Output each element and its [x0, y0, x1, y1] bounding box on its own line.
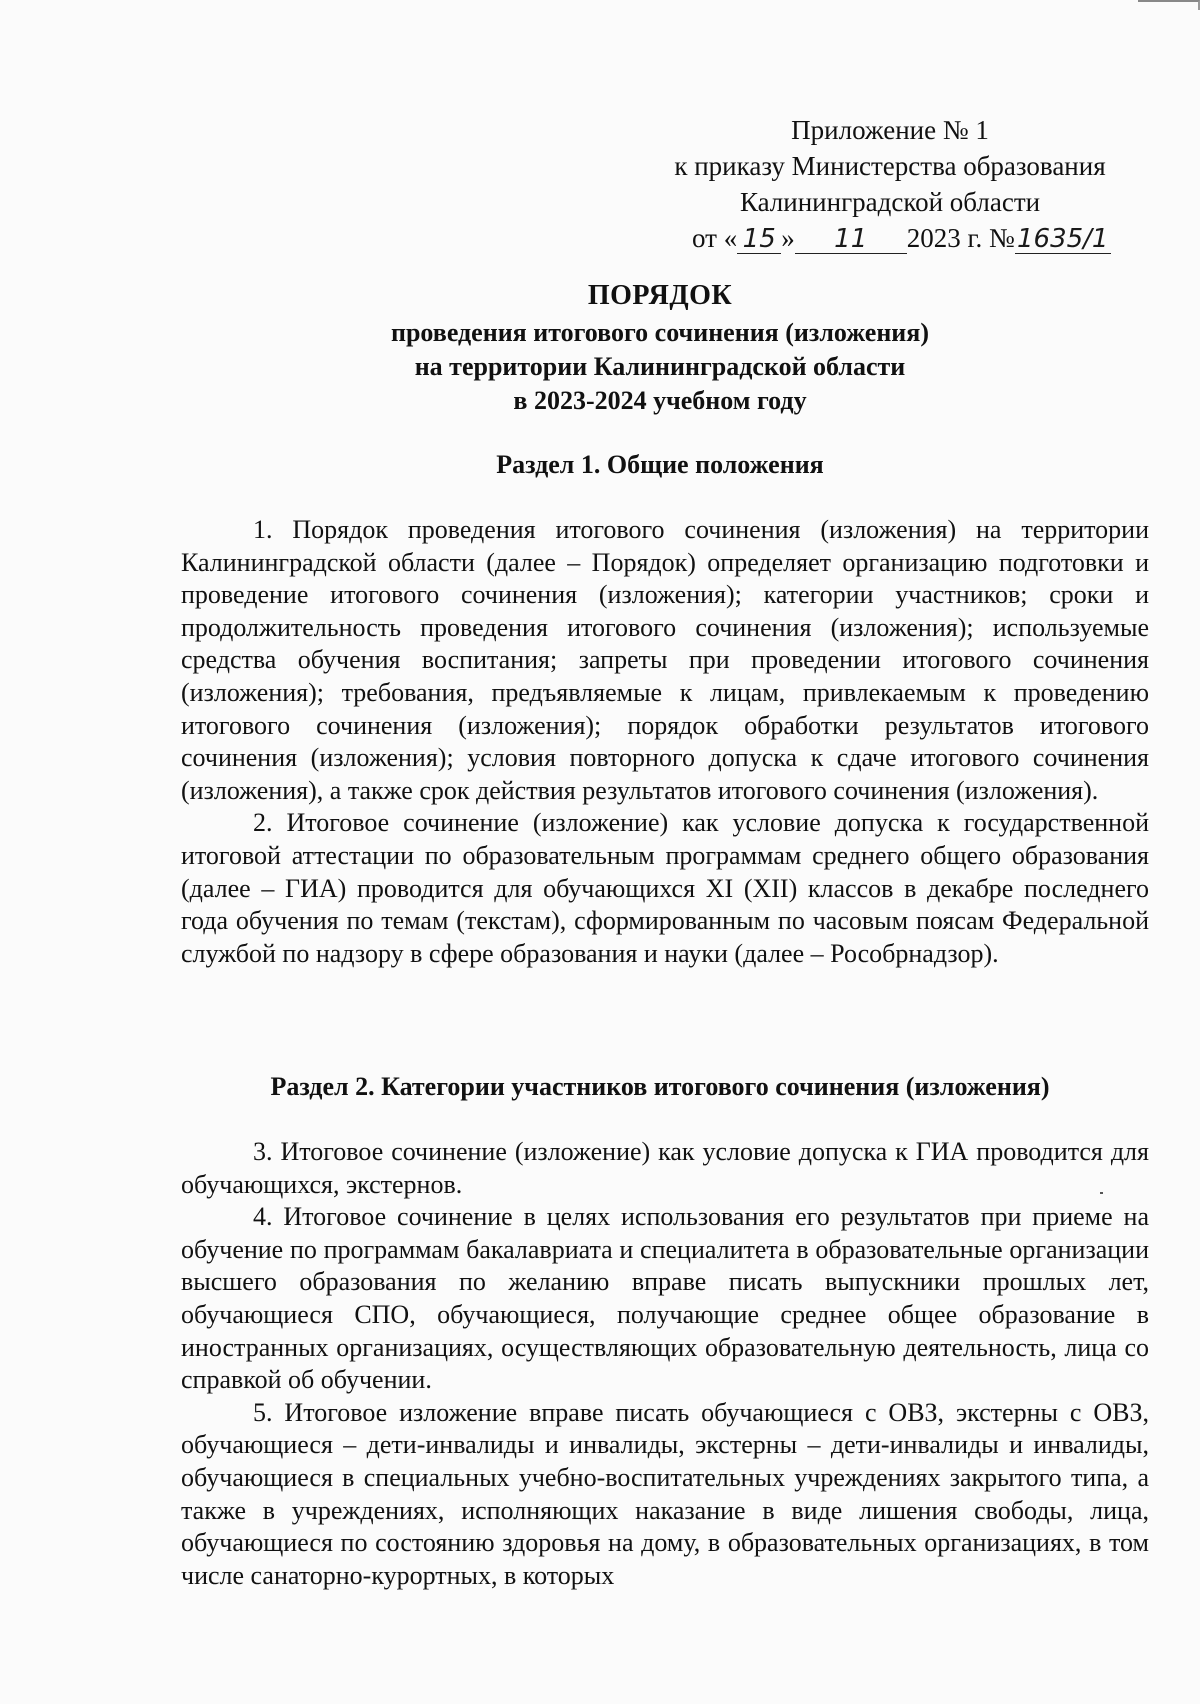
- section-2-heading: Раздел 2. Категории участников итогового сочинения (изложения): [270, 1072, 1050, 1101]
- paragraph-1: 1. Порядок проведения итогового сочинения (изложения) на территории Калининградской области (далее – Порядок) определяет организацию подготовки и проведение итогового сочинения (изложения); категории участников; сроки и продолжительность проведения итогового сочинения (изложения); используемые средства обучения воспитания; запреты при проведении итогового сочинения (изложения); требования, предъявляемые к лицам, привлекаемым к проведению итогового сочинения (изложения); порядок обработки результатов итогового сочинения (изложения); условия повторного допуска к сдаче итогового сочинения (изложения), а также срок действия результатов итогового сочинения (изложения).: [181, 515, 1149, 805]
- appendix-header: [650, 112, 1130, 256]
- section-1-heading: Раздел 1. Общие положения: [496, 450, 824, 479]
- scan-speck: [1100, 1192, 1103, 1194]
- title-sub-2: на территории Калининградской области: [414, 352, 906, 381]
- appendix-number: Приложение № 1: [791, 115, 989, 145]
- document-title: [170, 276, 1150, 418]
- title-sub-3: в 2023-2024 учебном году: [513, 386, 807, 415]
- order-date-line: [650, 220, 1130, 256]
- paragraph-3: 3. Итоговое сочинение (изложение) как условие допуска к ГИА проводится для обучающихся, экстернов.: [181, 1137, 1149, 1199]
- handwritten-day: 15: [737, 225, 781, 254]
- section-2-body: [181, 1136, 1149, 1592]
- title-sub-1: проведения итогового сочинения (изложения): [390, 318, 929, 347]
- scan-edge-mark: [1138, 0, 1200, 10]
- paragraph-4: 4. Итоговое сочинение в целях использования его результатов при приеме на обучение по программам бакалавриата и специалитета в образовательные организации высшего образования по желанию вправе писать выпускники прошлых лет, обучающиеся СПО, обучающиеся, получающие среднее общее образование в иностранных организациях, осуществляющих образовательную деятельность, лица со справкой об обучении.: [181, 1202, 1149, 1395]
- paragraph-5: 5. Итоговое изложение вправе писать обучающиеся с ОВЗ, экстерны с ОВЗ, обучающиеся – дети-инвалиды и инвалиды, экстерны – дети-инвалиды и инвалиды, обучающиеся в специальных учебно-воспитательных учреждениях закрытого типа, а также в учреждениях, исполняющих наказание в виде лишения свободы, лица, обучающиеся по состоянию здоровья на дому, в образовательных организациях, в том числе санаторно-курортных, в которых: [181, 1397, 1149, 1590]
- section-1-body: [181, 514, 1149, 970]
- title-main: ПОРЯДОК: [587, 280, 733, 311]
- handwritten-month: 11: [795, 225, 907, 254]
- handwritten-order-number: 1635/1: [1015, 225, 1111, 254]
- paragraph-2: 2. Итоговое сочинение (изложение) как условие допуска к государственной итоговой аттестации по образовательным программам среднего общего образования (далее – ГИА) проводится для обучающихся XI (XII) классов в декабре последнего года обучения по темам (текстам), сформированным по часовым поясам Федеральной службой по надзору в сфере образования и науки (далее – Рособрнадзор).: [181, 808, 1149, 968]
- date-quote-close: »: [781, 223, 795, 253]
- date-prefix: от «: [692, 223, 738, 253]
- region-name: Калининградской области: [739, 187, 1041, 217]
- order-reference: к приказу Министерства образования: [674, 151, 1106, 181]
- year-and-number-label: 2023 г. №: [906, 223, 1015, 253]
